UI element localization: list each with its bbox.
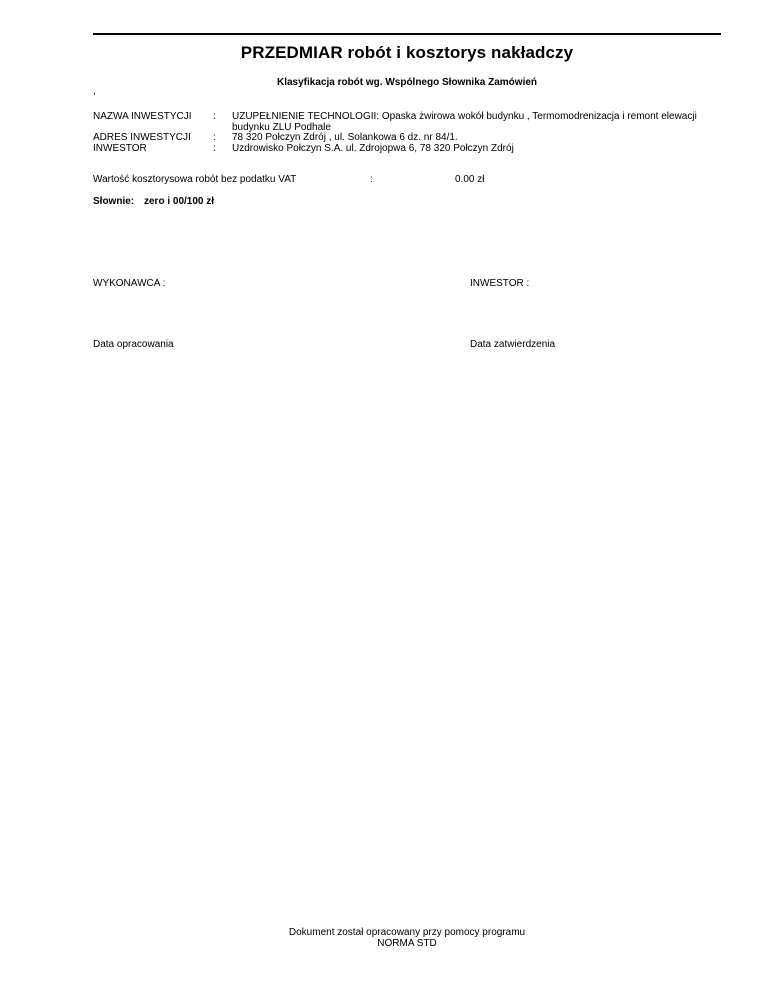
contractor-label: WYKONAWCA : bbox=[93, 278, 166, 289]
investment-name-label: NAZWA INWESTYCJI bbox=[93, 111, 192, 122]
document-title: PRZEDMIAR robót i kosztorys nakładczy bbox=[240, 43, 574, 62]
investor-value: Uzdrowisko Połczyn S.A. ul. Zdrojopwa 6, 78 320 Połczyn Zdrój bbox=[232, 143, 514, 154]
approval-date-label: Data zatwierdzenia bbox=[470, 339, 556, 350]
prepared-date-label: Data opracowania bbox=[93, 339, 174, 350]
in-words-text: zero i 00/100 zł bbox=[144, 196, 215, 207]
investor-separator: : bbox=[213, 143, 216, 154]
stray-mark: , bbox=[93, 86, 96, 97]
signature-investor-label: INWESTOR : bbox=[470, 278, 530, 289]
footer-line-2: NORMA STD bbox=[377, 938, 437, 949]
value-separator: : bbox=[370, 174, 373, 185]
investment-address-separator: : bbox=[213, 132, 216, 143]
in-words-label: Słownie: bbox=[93, 196, 135, 207]
investor-label: INWESTOR bbox=[93, 143, 147, 154]
value-label: Wartość kosztorysowa robót bez podatku VAT bbox=[93, 174, 297, 185]
top-rule bbox=[93, 33, 721, 35]
investment-address-label: ADRES INWESTYCJI bbox=[93, 132, 191, 143]
document-subtitle: Klasyfikacja robót wg. Wspólnego Słownika Zamówień bbox=[276, 77, 538, 88]
value-amount: 0.00 zł bbox=[455, 174, 485, 185]
footer-line-1: Dokument został opracowany przy pomocy programu bbox=[288, 927, 526, 938]
investment-name-separator: : bbox=[213, 111, 216, 122]
investment-address-value: 78 320 Połczyn Zdrój , ul. Solankowa 6 dz. nr 84/1. bbox=[232, 132, 458, 143]
footer bbox=[93, 927, 721, 949]
investment-name-value: UZUPEŁNIENIE TECHNOLOGII: Opaska żwirowa wokół budynku , Termomodrenizacja i remont elewacji budynku ZLU Podhale bbox=[232, 111, 697, 133]
